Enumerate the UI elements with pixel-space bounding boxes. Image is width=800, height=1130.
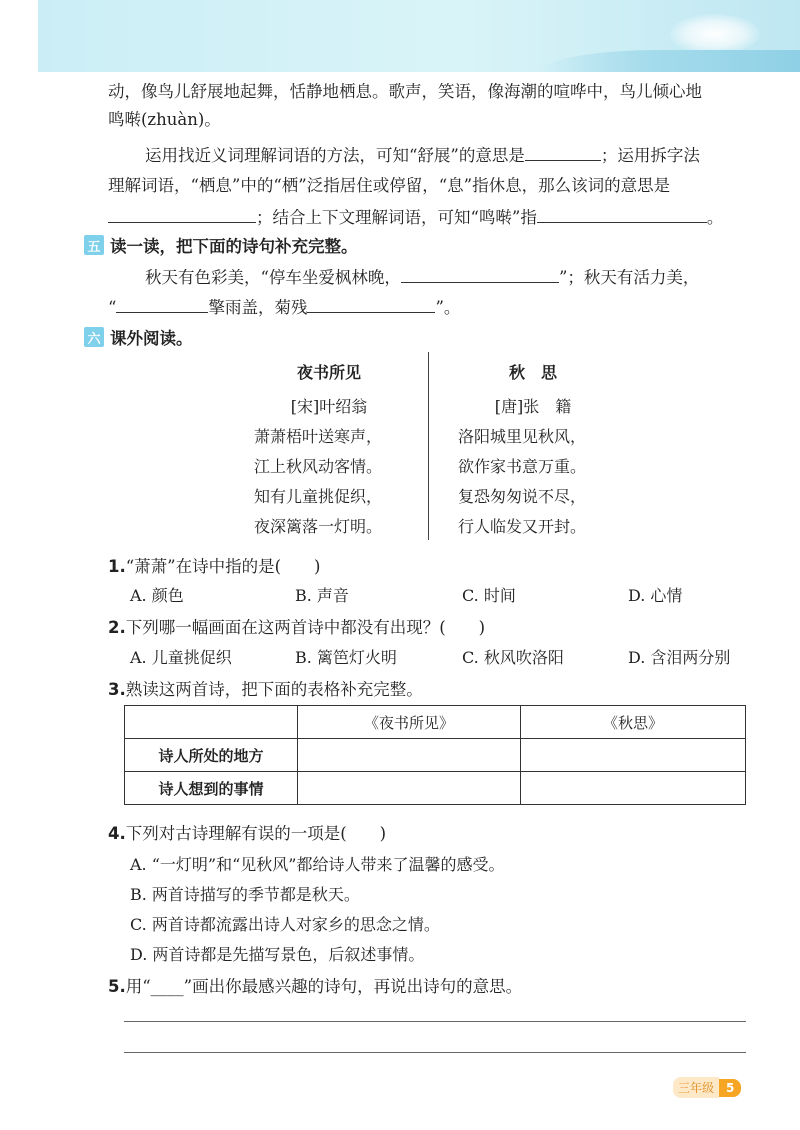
question-5 <box>108 973 522 997</box>
answer-blank-shuzhan[interactable] <box>525 142 601 161</box>
poem-line: 行人临发又开封。 <box>458 517 587 536</box>
passage-line-1: 动，像鸟儿舒展地起舞，恬静地栖息。歌声，笑语，像海潮的喧哗中，鸟儿倾心地 <box>108 82 702 101</box>
answer-blank-poem-1[interactable] <box>401 264 559 283</box>
option-d[interactable]: D. 含泪两分别 <box>628 648 731 667</box>
poem-line: 夜深篱落一灯明。 <box>254 517 383 536</box>
answer-blank-poem-2[interactable] <box>116 294 208 313</box>
section-5-badge: 五 <box>84 235 104 255</box>
poem-line: 江上秋风动客情。 <box>254 457 383 476</box>
grade-label: 三年级 <box>673 1077 719 1098</box>
poem-line: 知有儿童挑促织， <box>254 487 383 506</box>
option-b[interactable]: B. 篱笆灯火明 <box>295 648 397 667</box>
poem-fill-text: ”；秋天有活力美， <box>558 268 700 287</box>
poem-line: 洛阳城里见秋风， <box>458 427 587 446</box>
page-number: 5 <box>719 1079 741 1097</box>
passage-question-text: 。 <box>706 208 724 227</box>
poem-title: 夜书所见 <box>296 363 361 382</box>
poem-line: 复恐匆匆说不尽， <box>458 487 587 506</box>
poem-title: 秋 思 <box>508 363 557 382</box>
question-text: 用“____”画出你最感兴趣的诗句，再说出诗句的意思。 <box>125 977 523 996</box>
poem-qiu-si <box>458 358 608 542</box>
section-6-badge: 六 <box>84 327 104 347</box>
section-6-title: 课外阅读。 <box>110 329 193 348</box>
table-row-header-thought: 诗人想到的事情 <box>125 772 298 805</box>
banner-glow <box>670 14 760 54</box>
passage-question-text: 运用找近义词理解词语的方法，可知“舒展”的意思是 <box>145 146 525 165</box>
section-5-line-2 <box>108 294 460 320</box>
answer-blank-mingzhuan[interactable] <box>537 204 707 223</box>
poem-ye-shu-suo-jian <box>254 358 404 542</box>
poem-fill-text: 擎雨盖，菊残 <box>208 298 308 317</box>
poem-divider <box>428 352 429 540</box>
question-2 <box>108 614 485 638</box>
question-number: 4. <box>108 824 126 843</box>
option-b[interactable]: B. 声音 <box>295 586 349 605</box>
table-answer-cell[interactable] <box>298 739 521 772</box>
option-a[interactable]: A. “一灯明”和“见秋风”都给诗人带来了温馨的感受。 <box>130 855 505 874</box>
section-5-title: 读一读，把下面的诗句补充完整。 <box>110 237 358 256</box>
page-tag <box>673 1077 741 1098</box>
banner-wave <box>540 50 800 72</box>
poem-fill-text: 秋天有色彩美，“停车坐爱枫林晚， <box>145 268 401 287</box>
passage-question-line-3 <box>108 204 723 230</box>
question-number: 5. <box>108 977 126 996</box>
question-text: 下列哪一幅画面在这两首诗中都没有出现？( ) <box>125 618 486 637</box>
poem-line: 欲作家书意万重。 <box>458 457 587 476</box>
poem-comparison-table <box>124 705 746 805</box>
poem-author: [唐]张 籍 <box>494 397 572 416</box>
passage-question-text: ；结合上下文理解词语，可知“鸣啭”指 <box>256 208 537 227</box>
question-4 <box>108 820 386 844</box>
question-text: “萧萧”在诗中指的是( ) <box>125 557 321 576</box>
table-answer-cell[interactable] <box>298 772 521 805</box>
answer-line[interactable] <box>124 1021 746 1022</box>
option-c[interactable]: C. 时间 <box>462 586 516 605</box>
question-1 <box>108 553 321 577</box>
option-c[interactable]: C. 秋风吹洛阳 <box>462 648 564 667</box>
option-c[interactable]: C. 两首诗都流露出诗人对家乡的思念之情。 <box>130 915 440 934</box>
option-a[interactable]: A. 颜色 <box>130 586 184 605</box>
answer-blank-qixi[interactable] <box>108 204 256 223</box>
passage-line-2: 鸣啭(zhuàn)。 <box>108 110 221 129</box>
passage-question-line-2: 理解词语，“栖息”中的“栖”泛指居住或停留，“息”指休息，那么该词的意思是 <box>108 176 671 195</box>
question-number: 3. <box>108 680 126 699</box>
option-b[interactable]: B. 两首诗描写的季节都是秋天。 <box>130 885 360 904</box>
question-text: 熟读这两首诗，把下面的表格补充完整。 <box>125 680 423 699</box>
poem-author: [宋]叶绍翁 <box>290 397 368 416</box>
question-3 <box>108 676 423 700</box>
answer-blank-poem-3[interactable] <box>307 294 435 313</box>
poem-line: 萧萧梧叶送寒声， <box>254 427 383 446</box>
answer-line[interactable] <box>124 1052 746 1053</box>
question-text: 下列对古诗理解有误的一项是( ) <box>125 824 387 843</box>
poem-fill-text: ”。 <box>435 298 461 317</box>
question-number: 1. <box>108 557 126 576</box>
table-row-header-place: 诗人所处的地方 <box>125 739 298 772</box>
question-number: 2. <box>108 618 126 637</box>
option-a[interactable]: A. 儿童挑促织 <box>130 648 232 667</box>
header-banner <box>38 0 800 72</box>
poem-fill-text: “ <box>108 298 117 317</box>
table-corner <box>125 706 298 739</box>
table-header-poem-2: 《秋思》 <box>521 706 746 739</box>
section-5-line-1 <box>145 264 699 290</box>
section-5-heading <box>84 233 358 257</box>
passage-question-text: ；运用拆字法 <box>600 146 700 165</box>
section-6-heading <box>84 325 193 349</box>
table-answer-cell[interactable] <box>521 739 746 772</box>
option-d[interactable]: D. 心情 <box>628 586 683 605</box>
table-answer-cell[interactable] <box>521 772 746 805</box>
passage-question-line-1 <box>145 142 700 168</box>
table-header-poem-1: 《夜书所见》 <box>298 706 521 739</box>
option-d[interactable]: D. 两首诗都是先描写景色，后叙述事情。 <box>130 945 425 964</box>
